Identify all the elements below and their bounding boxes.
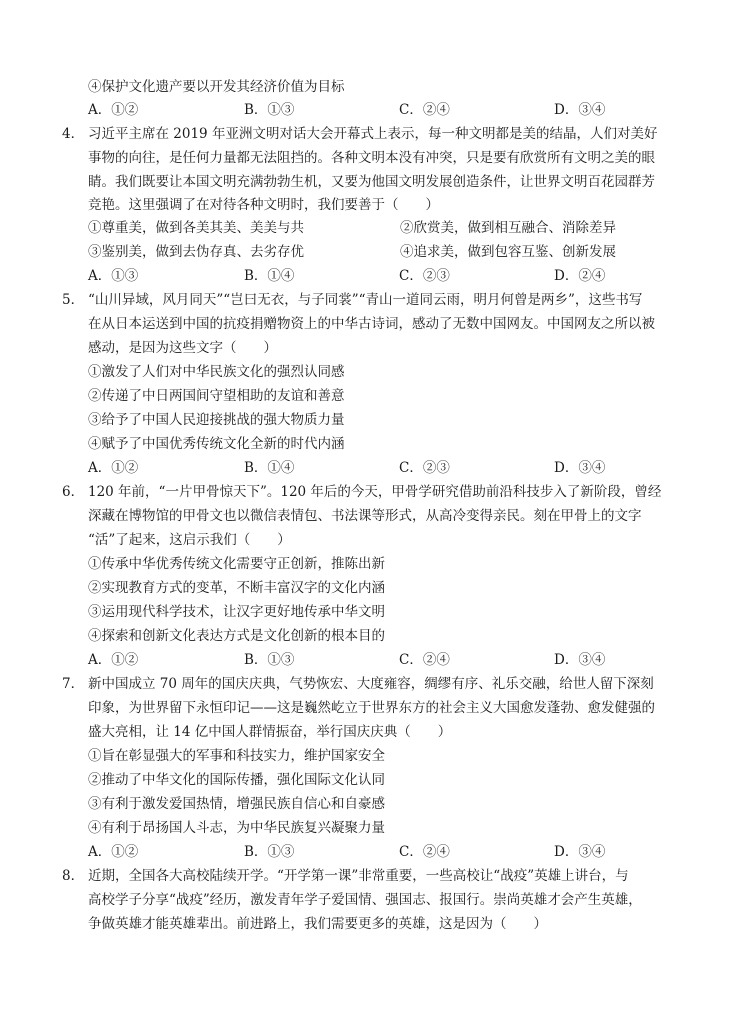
q7-option-c[interactable]: C．②④	[399, 844, 450, 860]
q6-option-d[interactable]: D．③④	[554, 652, 606, 668]
q6-item-1: ①传承中华优秀传统文化需要守正创新，推陈出新	[88, 556, 385, 572]
q6-stem-line: 深藏在博物馆的甲骨文也以微信表情包、书法课等形式，从高冷变得亲民。刻在甲骨上的文字	[88, 508, 642, 524]
q6-stem-line: 120 年前，“一片甲骨惊天下”。120 年后的今天，甲骨学研究借助前沿科技步入了新阶段，曾经	[88, 484, 662, 500]
q5-stem-line: 在从日本运送到中国的抗疫捐赠物资上的中华古诗词，感动了无数中国网友。中国网友之所以被	[88, 316, 655, 332]
q4-option-c[interactable]: C．②③	[399, 268, 450, 284]
q5-stem-line: “山川异域，风月同天”“岂曰无衣，与子同裳”“青山一道同云雨，明月何曾是两乡”，这些书写	[88, 292, 643, 308]
q7-stem-line: 印象，为世界留下永恒印记——这是巍然屹立于世界东方的社会主义大国愈发蓬勃、愈发健强的	[88, 700, 655, 716]
q8-number: 8．	[62, 868, 85, 884]
q7-item-3: ③有利于激发爱国热情，增强民族自信心和自豪感	[88, 796, 385, 812]
q3-option-d[interactable]: D．③④	[554, 102, 606, 118]
q4-item-1: ①尊重美，做到各美其美、美美与共	[88, 220, 304, 236]
q7-stem-line: 新中国成立 70 周年的国庆庆典，气势恢宏、大度雍容，绸缪有序、礼乐交融，给世人留下深刻	[88, 676, 654, 692]
q4-option-a[interactable]: A．①③	[88, 268, 139, 284]
q6-item-2: ②实现教育方式的变革，不断丰富汉字的文化内涵	[88, 580, 385, 596]
q7-options	[88, 843, 688, 861]
q4-stem-line: 竞艳。这里强调了在对待各种文明时，我们要善于（ ）	[88, 197, 439, 213]
q7-number: 7．	[62, 676, 85, 692]
q6-number: 6．	[62, 484, 85, 500]
q5-item-2: ②传递了中日两国间守望相助的友谊和善意	[88, 388, 345, 404]
q3-options	[88, 101, 688, 119]
q8-stem-line: 高校学子分享“战疫”经历，激发青年学子爱国情、强国志、报国行。崇尚英雄才会产生英雄，	[88, 892, 642, 908]
q6-option-c[interactable]: C．②④	[399, 652, 450, 668]
q6-option-a[interactable]: A．①②	[88, 652, 139, 668]
q6-item-3: ③运用现代科学技术，让汉字更好地传承中华文明	[88, 604, 385, 620]
q4-item-2: ②欣赏美，做到相互融合、消除差异	[400, 220, 616, 236]
q5-stem-line: 感动，是因为这些文字（ ）	[88, 340, 277, 356]
q8-stem-line: 近期，全国各大高校陆续开学。“开学第一课”非常重要，一些高校让“战疫”英雄上讲台，与	[88, 868, 629, 884]
q4-options	[88, 267, 688, 285]
q5-options	[88, 459, 688, 477]
q4-item-3: ③鉴别美，做到去伪存真、去劣存优	[88, 244, 304, 260]
q4-stem-line: 睛。我们既要让本国文明充满勃勃生机，又要为他国文明发展创造条件，让世界文明百花园群芳	[88, 174, 655, 190]
q4-item-4: ④追求美，做到包容互鉴、创新发展	[400, 244, 616, 260]
q4-stem-line: 习近平主席在 2019 年亚洲文明对话大会开幕式上表示，每一种文明都是美的结晶，人们对美好	[88, 126, 658, 142]
q7-stem-line: 盛大亮相，让 14 亿中国人群情振奋，举行国庆庆典（ ）	[88, 724, 452, 740]
q4-option-d[interactable]: D．②④	[554, 268, 606, 284]
q3-option-c[interactable]: C．②④	[399, 102, 450, 118]
q4-option-b[interactable]: B．①④	[244, 268, 295, 284]
q6-stem-line: “活”了起来，这启示我们（ ）	[88, 532, 291, 548]
q7-item-1: ①旨在彰显强大的军事和科技实力，维护国家安全	[88, 748, 385, 764]
q8-stem-line: 争做英雄才能英雄辈出。前进路上，我们需要更多的英雄，这是因为（ ）	[88, 916, 547, 932]
q5-item-1: ①激发了人们对中华民族文化的强烈认同感	[88, 364, 345, 380]
q6-options	[88, 651, 688, 669]
q5-option-a[interactable]: A．①②	[88, 460, 139, 476]
q7-option-a[interactable]: A．①②	[88, 844, 139, 860]
q7-item-4: ④有利于昂扬国人斗志，为中华民族复兴凝聚力量	[88, 820, 385, 836]
q7-item-2: ②推动了中华文化的国际传播，强化国际文化认同	[88, 772, 385, 788]
q5-option-c[interactable]: C．②③	[399, 460, 450, 476]
q3-option-b[interactable]: B．①③	[244, 102, 295, 118]
q5-number: 5．	[62, 292, 85, 308]
q6-item-4: ④探索和创新文化表达方式是文化创新的根本目的	[88, 628, 385, 644]
q3-option-a[interactable]: A．①②	[88, 102, 139, 118]
q5-option-d[interactable]: D．③④	[554, 460, 606, 476]
q4-stem-line: 事物的向往，是任何力量都无法阻挡的。各种文明本没有冲突，只是要有欣赏所有文明之美的眼	[88, 150, 655, 166]
q5-item-4: ④赋予了中国优秀传统文化全新的时代内涵	[88, 436, 345, 452]
q4-number: 4．	[62, 126, 85, 142]
q6-option-b[interactable]: B．①③	[244, 652, 295, 668]
q7-option-b[interactable]: B．①③	[244, 844, 295, 860]
q7-option-d[interactable]: D．③④	[554, 844, 606, 860]
q5-option-b[interactable]: B．①④	[244, 460, 295, 476]
q5-item-3: ③给予了中国人民迎接挑战的强大物质力量	[88, 412, 345, 428]
q3-item-4: ④保护文化遗产要以开发其经济价值为目标	[88, 79, 345, 95]
